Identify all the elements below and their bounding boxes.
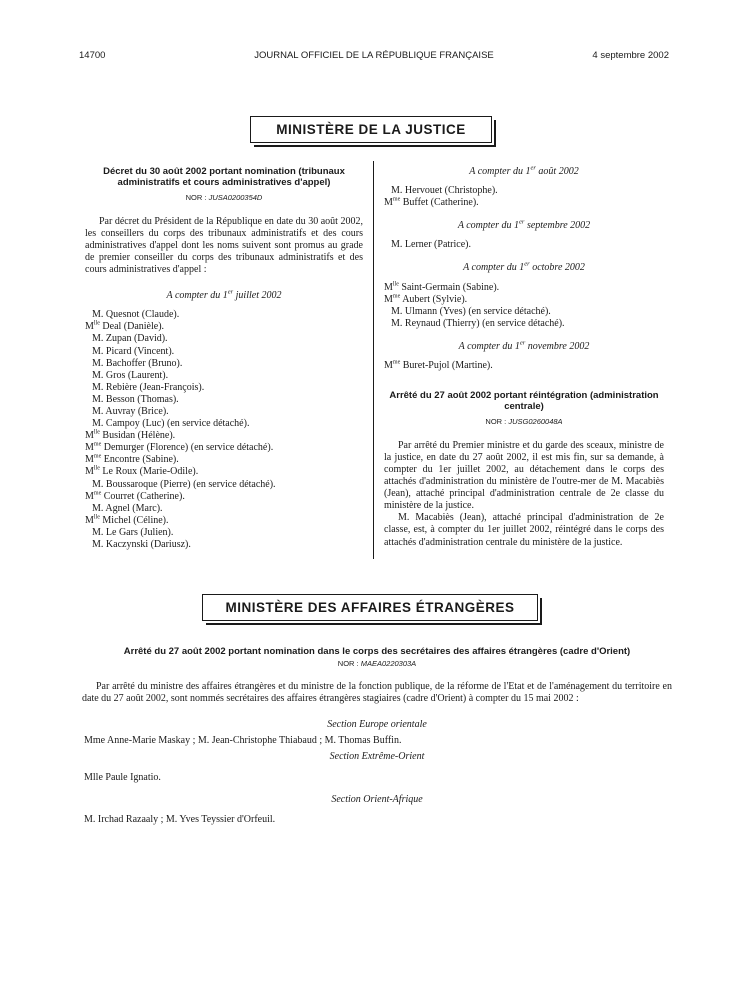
section-heading-septembre: A compter du 1er septembre 2002	[457, 218, 591, 232]
person-name: $M^{me}$ Buffet (Catherine).	[384, 196, 479, 209]
person-name: M. Boussaroque (Pierre) (en service détaché).	[92, 478, 276, 490]
arrete-reintegration-p2: M. Macabiès (Jean), attaché principal d'administration de 2e classe, est, à compter du 1er juillet 2002, réintégré dans le corps des attachés d'administration centrale du ministère de la justice.	[384, 512, 664, 548]
person-name: $M^{me}$ Encontre (Sabine).	[85, 454, 179, 466]
names-list-aout	[384, 185, 664, 209]
column-divider	[373, 161, 374, 559]
arrete-reintegration-nor: NOR : JUSG0260048A	[485, 416, 563, 426]
ministry-affaires-etrangeres-title: MINISTÈRE DES AFFAIRES ÉTRANGÈRES	[202, 594, 538, 621]
section-heading-juillet: A compter du 1er juillet 2002	[166, 288, 282, 302]
left-column	[85, 166, 363, 551]
person-name: M. Lerner (Patrice).	[391, 239, 471, 251]
ministry-justice-title: MINISTÈRE DE LA JUSTICE	[250, 116, 492, 143]
names-orient-afrique: M. Irchad Razaaly ; M. Yves Teyssier d'Orfeuil.	[84, 813, 276, 825]
names-list-juillet	[85, 309, 363, 551]
person-name: $M^{me}$ Demurger (Florence) (en service détaché).	[85, 441, 274, 454]
person-name: M. Campoy (Luc) (en service détaché).	[92, 418, 250, 430]
person-name: M. Ulmann (Yves) (en service détaché).	[391, 305, 551, 317]
decree-title: Décret du 30 août 2002 portant nomination (tribunaux administratifs et cours administratives d'appel)	[103, 166, 345, 189]
person-name: $M^{lle}$ Saint-Germain (Sabine).	[384, 281, 500, 293]
section-heading-aout: A compter du 1er août 2002	[469, 164, 579, 177]
arrete-nomination-title: Arrêté du 27 août 2002 portant nomination dans le corps des secrétaires des affaires étrangères (cadre d'Orient)	[123, 646, 631, 657]
section-extreme-orient: Section Extrême-Orient	[329, 751, 425, 763]
names-europe-orientale: Mme Anne-Marie Maskay ; M. Jean-Christophe Thiabaud ; M. Thomas Buffin.	[84, 735, 402, 747]
journal-title: JOURNAL OFFICIEL DE LA RÉPUBLIQUE FRANÇAISE	[254, 50, 494, 61]
section-heading-octobre: A compter du 1er octobre 2002	[463, 261, 585, 274]
arrete-reintegration-nor-value: JUSG0260048A	[508, 416, 563, 426]
names-list-septembre	[384, 239, 664, 251]
decree-nor-value: JUSA0200354D	[208, 192, 263, 202]
arrete-reintegration-p1: Par arrêté du Premier ministre et du garde des sceaux, ministre de la justice, en date du 27 août 2002, il est mis fin, sur sa demande, à compter du 1er juillet 2002, au détachement dans le corps des attachés d'administration du ministère de l'outre-mer de M. Macabiès (Jean), attaché principal d'administration centrale de 2e classe du ministère de la justice.	[384, 439, 664, 512]
person-name: $M^{lle}$ Michel (Céline).	[85, 514, 169, 526]
names-extreme-orient: Mlle Paule Ignatio.	[84, 771, 161, 783]
arrete-nomination-nor-value: MAEA0220303A	[360, 659, 417, 669]
person-name: M. Besson (Thomas).	[92, 393, 179, 405]
person-name: M. Gros (Laurent).	[92, 369, 169, 381]
arrete-reintegration-title: Arrêté du 27 août 2002 portant réintégration (administration centrale)	[389, 390, 659, 413]
section-orient-afrique: Section Orient-Afrique	[331, 793, 423, 805]
person-name: M. Agnel (Marc).	[92, 502, 163, 514]
names-list-novembre	[384, 360, 664, 372]
right-column	[384, 166, 664, 549]
arrete-nomination-nor: NOR : MAEA0220303A	[337, 659, 417, 669]
person-name: M. Kaczynski (Dariusz).	[92, 539, 191, 551]
person-name: M. Hervouet (Christophe).	[391, 185, 498, 197]
person-name: M. Reynaud (Thierry) (en service détaché).	[391, 317, 565, 329]
decree-nor: NOR : JUSA0200354D	[185, 192, 263, 202]
arrete-nomination-block	[82, 646, 672, 826]
section-heading-novembre: A compter du 1er novembre 2002	[458, 339, 590, 352]
person-name: $M^{lle}$ Le Roux (Marie-Odile).	[85, 466, 199, 478]
person-name: M. Le Gars (Julien).	[92, 526, 174, 538]
decree-body: Par décret du Président de la République en date du 30 août 2002, les conseillers du corps des tribunaux administratifs et des cours administratives d'appel dont les noms suivent sont promus au grade de premier conseiller du corps des tribunaux administratifs et des cours administratives d'appel :	[85, 215, 363, 276]
person-name: $M^{lle}$ Deal (Danièle).	[85, 321, 165, 333]
person-name: M. Bachoffer (Bruno).	[92, 357, 183, 369]
person-name: $M^{me}$ Buret-Pujol (Martine).	[384, 359, 493, 372]
person-name: $M^{me}$ Courret (Catherine).	[85, 490, 185, 502]
person-name: M. Auvray (Brice).	[92, 406, 169, 417]
person-name: $M^{me}$ Aubert (Sylvie).	[384, 293, 468, 305]
person-name: M. Quesnot (Claude).	[92, 309, 180, 321]
arrete-nomination-body: Par arrêté du ministre des affaires étrangères et du ministre de la fonction publique, de la réforme de l'Etat et de l'aménagement du territoire en date du 27 août 2002, sont nommés secrétaires des affaires étrangères stagiaires (cadre d'Orient) à compter du 15 mai 2002 :	[82, 680, 672, 704]
person-name: M. Rebière (Jean-François).	[92, 381, 205, 393]
names-list-octobre	[384, 282, 664, 330]
section-europe-orientale: Section Europe orientale	[327, 718, 427, 730]
person-name: $M^{lle}$ Busidan (Hélène).	[85, 429, 176, 442]
issue-date: 4 septembre 2002	[592, 50, 669, 61]
person-name: M. Picard (Vincent).	[92, 345, 175, 357]
person-name: M. Zupan (David).	[92, 333, 168, 345]
page-number: 14700	[79, 50, 106, 61]
